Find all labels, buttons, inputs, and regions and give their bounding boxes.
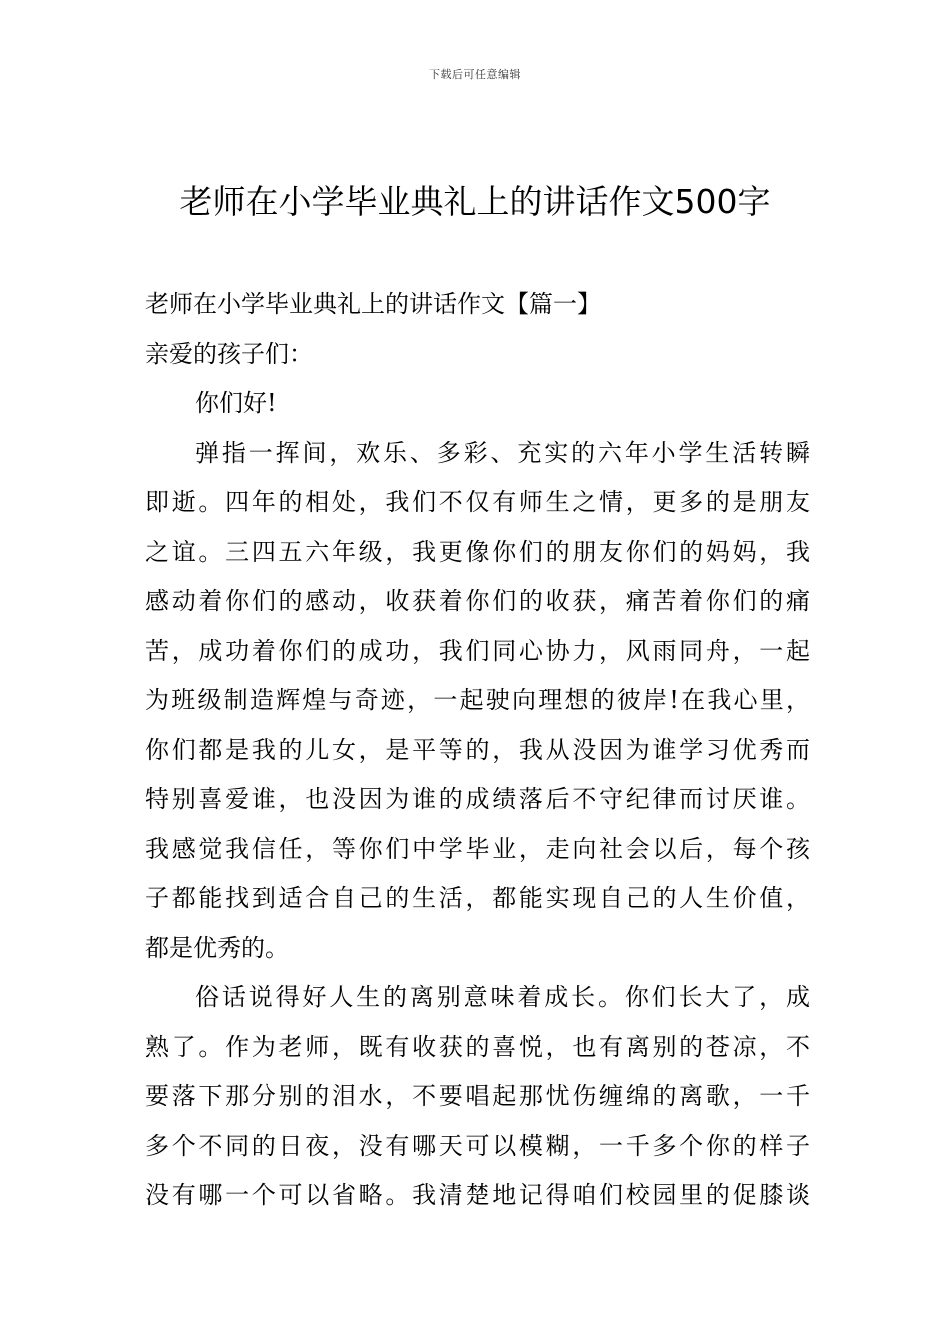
paragraph-line: 我感觉我信任，等你们中学毕业，走向社会以后，每个孩 bbox=[145, 834, 810, 863]
document-body bbox=[145, 280, 810, 1221]
header-note: 下载后可任意编辑 bbox=[429, 68, 521, 81]
paragraph-line: 弹指一挥间，欢乐、多彩、充实的六年小学生活转瞬 bbox=[195, 438, 810, 467]
document-title: 老师在小学毕业典礼上的讲话作文500字 bbox=[179, 182, 771, 221]
paragraph-line: 苦，成功着你们的成功，我们同心协力，风雨同舟，一起 bbox=[145, 636, 810, 665]
paragraph-line: 你们都是我的儿女，是平等的，我从没因为谁学习优秀而 bbox=[145, 735, 810, 764]
paragraph-line: 之谊。三四五六年级，我更像你们的朋友你们的妈妈，我 bbox=[145, 537, 810, 566]
paragraph-line: 即逝。四年的相处，我们不仅有师生之情，更多的是朋友 bbox=[145, 488, 810, 516]
paragraph-line: 都是优秀的。 bbox=[145, 933, 289, 962]
paragraph-line: 多个不同的日夜，没有哪天可以模糊，一千多个你的样子 bbox=[145, 1131, 810, 1160]
paragraph-1 bbox=[145, 429, 810, 974]
paragraph-2 bbox=[145, 973, 810, 1221]
section-heading: 老师在小学毕业典礼上的讲话作文【篇一】 bbox=[145, 290, 601, 318]
paragraph-line: 熟了。作为老师，既有收获的喜悦，也有离别的苍凉，不 bbox=[145, 1032, 810, 1061]
paragraph-line: 特别喜爱谁，也没因为谁的成绩落后不守纪律而讨厌谁。 bbox=[145, 785, 810, 813]
salutation: 你们好! bbox=[195, 389, 277, 417]
paragraph-line: 俗话说得好人生的离别意味着成长。你们长大了，成 bbox=[195, 983, 810, 1011]
paragraph-line: 要落下那分别的泪水，不要唱起那忧伤缠绵的离歌，一千 bbox=[145, 1082, 810, 1110]
paragraph-line: 没有哪一个可以省略。我清楚地记得咱们校园里的促膝谈 bbox=[145, 1181, 810, 1209]
paragraph-line: 为班级制造辉煌与奇迹，一起驶向理想的彼岸!在我心里， bbox=[145, 686, 810, 714]
paragraph-line: 感动着你们的感动，收获着你们的收获，痛苦着你们的痛 bbox=[145, 587, 810, 615]
paragraph-line: 子都能找到适合自己的生活，都能实现自己的人生价值， bbox=[145, 884, 810, 912]
greeting: 亲爱的孩子们： bbox=[145, 339, 313, 368]
